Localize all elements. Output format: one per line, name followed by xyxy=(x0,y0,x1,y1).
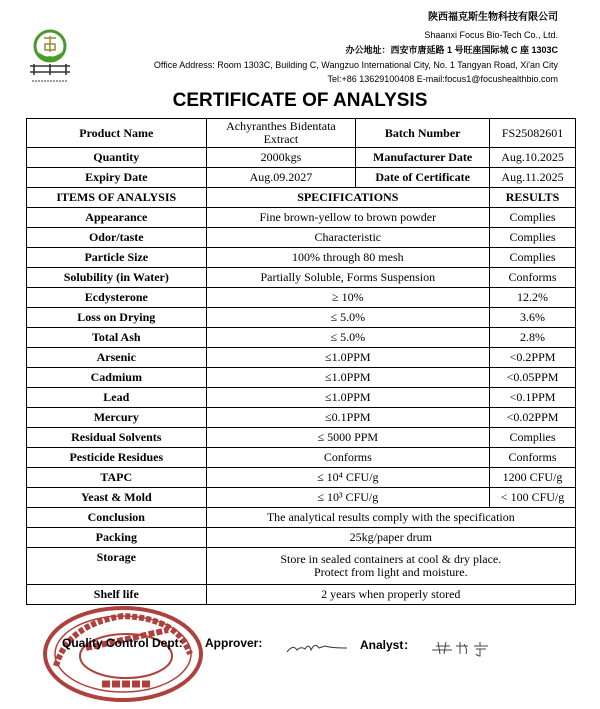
info-row xyxy=(27,119,576,148)
item-spec: ≤ 10⁴ CFU/g xyxy=(206,468,489,488)
approver-label: Approver: xyxy=(205,636,263,650)
analysis-row xyxy=(27,328,576,348)
batch-number: FS25082601 xyxy=(490,119,576,148)
expiry-date: Aug.09.2027 xyxy=(206,168,356,188)
item-name: Yeast & Mold xyxy=(27,488,207,508)
cert-date: Aug.11.2025 xyxy=(490,168,576,188)
analysis-row xyxy=(27,488,576,508)
item-result: <0.1PPM xyxy=(490,388,576,408)
header-spec: SPECIFICATIONS xyxy=(206,188,489,208)
analysis-row xyxy=(27,448,576,468)
item-result: 12.2% xyxy=(490,288,576,308)
qc-dept-label: Quality Control Dept: xyxy=(62,636,183,650)
conclusion-label: Conclusion xyxy=(27,508,207,528)
column-headers xyxy=(27,188,576,208)
item-name: Loss on Drying xyxy=(27,308,207,328)
analysis-row xyxy=(27,208,576,228)
expiry-label: Expiry Date xyxy=(27,168,207,188)
item-name: Mercury xyxy=(27,408,207,428)
item-name: Solubility (in Water) xyxy=(27,268,207,288)
item-name: Appearance xyxy=(27,208,207,228)
item-spec: ≤ 5.0% xyxy=(206,328,489,348)
company-logo xyxy=(24,28,76,84)
item-spec: ≤ 5000 PPM xyxy=(206,428,489,448)
item-name: Pesticide Residues xyxy=(27,448,207,468)
header-items: ITEMS OF ANALYSIS xyxy=(27,188,207,208)
item-spec: Fine brown-yellow to brown powder xyxy=(206,208,489,228)
item-spec: ≤ 5.0% xyxy=(206,308,489,328)
mfg-date: Aug.10.2025 xyxy=(490,148,576,168)
conclusion-value: The analytical results comply with the specification xyxy=(206,508,575,528)
storage-line2: Protect from light and moisture. xyxy=(313,565,468,579)
storage-label: Storage xyxy=(27,548,207,585)
product-name-label: Product Name xyxy=(27,119,207,148)
item-name: Total Ash xyxy=(27,328,207,348)
analysis-row xyxy=(27,388,576,408)
item-spec: 100% through 80 mesh xyxy=(206,248,489,268)
quantity-label: Quantity xyxy=(27,148,207,168)
item-spec: Characteristic xyxy=(206,228,489,248)
item-result: 2.8% xyxy=(490,328,576,348)
approver-signature xyxy=(285,640,350,656)
item-spec: ≤ 10³ CFU/g xyxy=(206,488,489,508)
item-spec: Partially Soluble, Forms Suspension xyxy=(206,268,489,288)
quantity: 2000kgs xyxy=(206,148,356,168)
item-result: Complies xyxy=(490,428,576,448)
item-result: Complies xyxy=(490,248,576,268)
item-spec: ≤1.0PPM xyxy=(206,388,489,408)
shelf-value: 2 years when properly stored xyxy=(206,585,575,605)
item-result: Complies xyxy=(490,228,576,248)
batch-label: Batch Number xyxy=(356,119,490,148)
coa-table xyxy=(26,118,576,605)
item-result: Complies xyxy=(490,208,576,228)
analysis-row xyxy=(27,268,576,288)
item-result: 1200 CFU/g xyxy=(490,468,576,488)
item-name: Lead xyxy=(27,388,207,408)
company-seal xyxy=(38,604,208,704)
info-row xyxy=(27,168,576,188)
item-spec: ≥ 10% xyxy=(206,288,489,308)
item-name: Odor/taste xyxy=(27,228,207,248)
packing-value: 25kg/paper drum xyxy=(206,528,575,548)
item-result: <0.2PPM xyxy=(490,348,576,368)
analysis-row xyxy=(27,368,576,388)
shelf-label: Shelf life xyxy=(27,585,207,605)
analyst-signature xyxy=(430,636,510,658)
analyst-label: Analyst： xyxy=(360,638,416,652)
company-name-en: Shaanxi Focus Bio-Tech Co., Ltd. xyxy=(424,30,558,40)
item-result: <0.05PPM xyxy=(490,368,576,388)
item-name: TAPC xyxy=(27,468,207,488)
packing-label: Packing xyxy=(27,528,207,548)
address-en: Office Address: Room 1303C, Building C, Wangzuo International City, No. 1 Tangyan Road, Xi'an City xyxy=(153,60,558,70)
document-title: CERTIFICATE OF ANALYSIS xyxy=(172,90,428,111)
storage-row xyxy=(27,548,576,585)
item-spec: Conforms xyxy=(206,448,489,468)
analysis-row xyxy=(27,408,576,428)
item-name: Residual Solvents xyxy=(27,428,207,448)
analysis-row xyxy=(27,288,576,308)
item-result: Conforms xyxy=(490,268,576,288)
packing-row xyxy=(27,528,576,548)
item-result: Conforms xyxy=(490,448,576,468)
analysis-row xyxy=(27,248,576,268)
company-name-cn: 陕西福克斯生物科技有限公司 xyxy=(428,12,558,23)
item-spec: ≤0.1PPM xyxy=(206,408,489,428)
conclusion-row xyxy=(27,508,576,528)
item-result: 3.6% xyxy=(490,308,576,328)
analysis-row xyxy=(27,348,576,368)
analysis-row xyxy=(27,428,576,448)
cert-date-label: Date of Certificate xyxy=(356,168,490,188)
address-cn: 办公地址：西安市唐延路 1 号旺座国际城 C 座 1303C xyxy=(345,45,558,55)
analysis-row xyxy=(27,228,576,248)
item-name: Arsenic xyxy=(27,348,207,368)
analysis-row xyxy=(27,468,576,488)
item-result: <0.02PPM xyxy=(490,408,576,428)
storage-line1: Store in sealed containers at cool & dry place. xyxy=(280,552,502,566)
item-name: Particle Size xyxy=(27,248,207,268)
product-name: Achyranthes Bidentata Extract xyxy=(206,119,356,148)
mfg-date-label: Manufacturer Date xyxy=(356,148,490,168)
analysis-row xyxy=(27,308,576,328)
item-name: Ecdysterone xyxy=(27,288,207,308)
item-spec: ≤1.0PPM xyxy=(206,348,489,368)
item-spec: ≤1.0PPM xyxy=(206,368,489,388)
shelf-row xyxy=(27,585,576,605)
info-row xyxy=(27,148,576,168)
contact-info: Tel:+86 13629100408 E-mail:focus1@focushealthbio.com xyxy=(327,74,558,84)
item-result: < 100 CFU/g xyxy=(490,488,576,508)
header-results: RESULTS xyxy=(490,188,576,208)
item-name: Cadmium xyxy=(27,368,207,388)
